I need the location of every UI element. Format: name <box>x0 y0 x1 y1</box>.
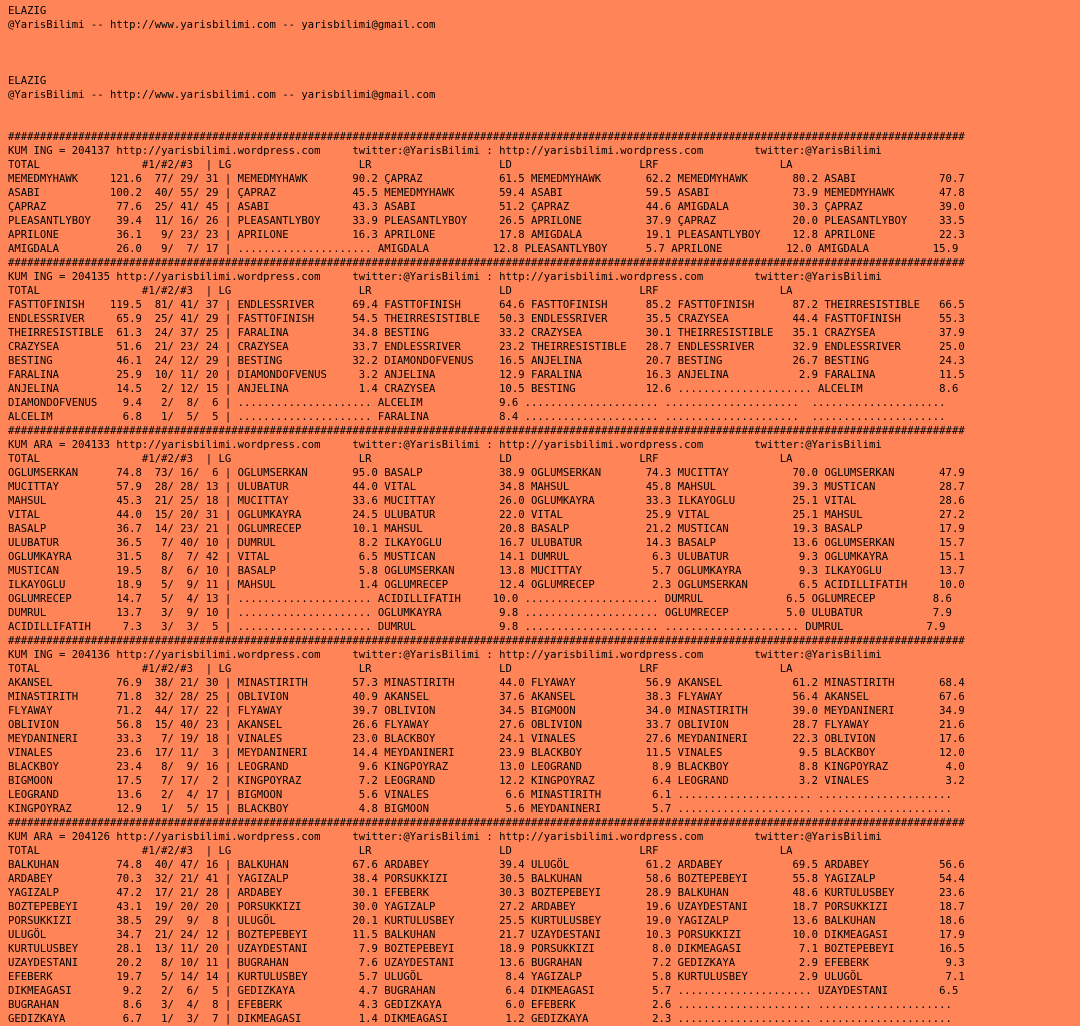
race-title: KUM ARA = 204133 http://yarisbilimi.wordpress.com twitter:@YarisBilimi : http://yarisbilimi.wordpress.com twitter:@YarisBilimi <box>8 439 882 451</box>
race-table-row: CRAZYSEA 51.6 21/ 23/ 24 | CRAZYSEA 33.7 ENDLESSRIVER 23.2 THEIRRESISTIBLE 28.7 ENDLESSRIVER 32.9 ENDLESSRIVER 25.0 <box>8 341 965 353</box>
race-table-row: DIAMONDOFVENUS 9.4 2/ 8/ 6 | ..................... ALCELIM 9.6 ..................... ..................... ..................... <box>8 397 946 409</box>
race-table-row: YAGIZALP 47.2 17/ 21/ 28 | ARDABEY 30.1 EFEBERK 30.3 BOZTEPEBEYI 28.9 BALKUHAN 48.6 KURTULUSBEY 23.6 <box>8 887 965 899</box>
race-table-row: MINASTIRITH 71.8 32/ 28/ 25 | OBLIVION 40.9 AKANSEL 37.6 AKANSEL 38.3 FLYAWAY 56.4 AKANSEL 67.6 <box>8 691 965 703</box>
race-table-row: GEDIZKAYA 6.7 1/ 3/ 7 | DIKMEAGASI 1.4 DIKMEAGASI 1.2 GEDIZKAYA 2.3 ..................... ..................... <box>8 1013 952 1025</box>
race-table-row: DIKMEAGASI 9.2 2/ 6/ 5 | GEDIZKAYA 4.7 BUGRAHAN 6.4 DIKMEAGASI 5.7 ..................... UZAYDESTANI 6.5 <box>8 985 959 997</box>
race-table-row: BLACKBOY 23.4 8/ 9/ 16 | LEOGRAND 9.6 KINGPOYRAZ 13.0 LEOGRAND 8.9 BLACKBOY 8.8 KINGPOYRAZ 4.0 <box>8 761 965 773</box>
race-table-row: VINALES 23.6 17/ 11/ 3 | MEYDANINERI 14.4 MEYDANINERI 23.9 BLACKBOY 11.5 VINALES 9.5 BLACKBOY 12.0 <box>8 747 965 759</box>
race-table-row: ALCELIM 6.8 1/ 5/ 5 | ..................... FARALINA 8.4 ..................... ..................... ..................... <box>8 411 946 423</box>
race-table-row: FLYAWAY 71.2 44/ 17/ 22 | FLYAWAY 39.7 OBLIVION 34.5 BIGMOON 34.0 MINASTIRITH 39.0 MEYDANINERI 34.9 <box>8 705 965 717</box>
race-table-row: VITAL 44.0 15/ 20/ 31 | OGLUMKAYRA 24.5 ULUBATUR 22.0 VITAL 25.9 VITAL 25.1 MAHSUL 27.2 <box>8 509 965 521</box>
race-table-row: BALKUHAN 74.8 40/ 47/ 16 | BALKUHAN 67.6 ARDABEY 39.4 ULUGÖL 61.2 ARDABEY 69.5 ARDABEY 56.6 <box>8 859 965 871</box>
race-table-row: EFEBERK 19.7 5/ 14/ 14 | KURTULUSBEY 5.7 ULUGÖL 8.4 YAGIZALP 5.8 KURTULUSBEY 2.9 ULUGÖL 7.1 <box>8 971 965 983</box>
race-table-row: BESTING 46.1 24/ 12/ 29 | BESTING 32.2 DIAMONDOFVENUS 16.5 ANJELINA 20.7 BESTING 26.7 BESTING 24.3 <box>8 355 965 367</box>
race-table-row: MUSTICAN 19.5 8/ 6/ 10 | BASALP 5.8 OGLUMSERKAN 13.8 MUCITTAY 5.7 OGLUMKAYRA 9.3 ILKAYOGLU 13.7 <box>8 565 965 577</box>
race-table-row: ARDABEY 70.3 32/ 21/ 41 | YAGIZALP 38.4 PORSUKKIZI 30.5 BALKUHAN 58.6 BOZTEPEBEYI 55.8 YAGIZALP 54.4 <box>8 873 965 885</box>
race-table-row: ILKAYOGLU 18.9 5/ 9/ 11 | MAHSUL 1.4 OGLUMRECEP 12.4 OGLUMRECEP 2.3 OGLUMSERKAN 6.5 ACIDILLIFATIH 10.0 <box>8 579 965 591</box>
race-table-row: KURTULUSBEY 28.1 13/ 11/ 20 | UZAYDESTANI 7.9 BOZTEPEBEYI 18.9 PORSUKKIZI 8.0 DIKMEAGASI 7.1 BOZTEPEBEYI 16.5 <box>8 943 965 955</box>
race-table-row: ANJELINA 14.5 2/ 12/ 15 | ANJELINA 1.4 CRAZYSEA 10.5 BESTING 12.6 ..................... ALCELIM 8.6 <box>8 383 959 395</box>
race-table-row: MEYDANINERI 33.3 7/ 19/ 18 | VINALES 23.0 BLACKBOY 24.1 VINALES 27.6 MEYDANINERI 22.3 OBLIVION 17.6 <box>8 733 965 745</box>
race-table-row: APRILONE 36.1 9/ 23/ 23 | APRILONE 16.3 APRILONE 17.8 AMIGDALA 19.1 PLEASANTLYBOY 12.8 APRILONE 22.3 <box>8 229 965 241</box>
race-table-row: BIGMOON 17.5 7/ 17/ 2 | KINGPOYRAZ 7.2 LEOGRAND 12.2 KINGPOYRAZ 6.4 LEOGRAND 3.2 VINALES 3.2 <box>8 775 965 787</box>
race-column-header: TOTAL #1/#2/#3 | LG LR LD LRF LA <box>8 285 793 297</box>
race-table-row: THEIRRESISTIBLE 61.3 24/ 37/ 25 | FARALINA 34.8 BESTING 33.2 CRAZYSEA 30.1 THEIRRESISTIBLE 35.1 CRAZYSEA 37.9 <box>8 327 965 339</box>
race-table-row: ULUBATUR 36.5 7/ 40/ 10 | DUMRUL 8.2 ILKAYOGLU 16.7 ULUBATUR 14.3 BASALP 13.6 OGLUMSERKAN 15.7 <box>8 537 965 549</box>
race-table-row: KINGPOYRAZ 12.9 1/ 5/ 15 | BLACKBOY 4.8 BIGMOON 5.6 MEYDANINERI 5.7 ..................... ..................... <box>8 803 952 815</box>
race-table-row: ASABI 100.2 40/ 55/ 29 | ÇAPRAZ 45.5 MEMEDMYHAWK 59.4 ASABI 59.5 ASABI 73.9 MEMEDMYHAWK 47.8 <box>8 187 965 199</box>
header-line: ELAZIG <box>8 75 47 87</box>
race-table-row: BUGRAHAN 8.6 3/ 4/ 8 | EFEBERK 4.3 GEDIZKAYA 6.0 EFEBERK 2.6 ..................... ..................... <box>8 999 952 1011</box>
race-table-row: PLEASANTLYBOY 39.4 11/ 16/ 26 | PLEASANTLYBOY 33.9 PLEASANTLYBOY 26.5 APRILONE 37.9 ÇAPRAZ 20.0 PLEASANTLYBOY 33.5 <box>8 215 965 227</box>
race-table-row: OGLUMKAYRA 31.5 8/ 7/ 42 | VITAL 6.5 MUSTICAN 14.1 DUMRUL 6.3 ULUBATUR 9.3 OGLUMKAYRA 15.1 <box>8 551 965 563</box>
separator-line: ###################################################################################################################################################### <box>8 257 965 269</box>
header-line <box>8 116 1080 130</box>
separator-line: ###################################################################################################################################################### <box>8 425 965 437</box>
header-line: ELAZIG <box>8 5 47 17</box>
race-column-header: TOTAL #1/#2/#3 | LG LR LD LRF LA <box>8 845 793 857</box>
race-table-row: FARALINA 25.9 10/ 11/ 20 | DIAMONDOFVENUS 3.2 ANJELINA 12.9 FARALINA 16.3 ANJELINA 2.9 FARALINA 11.5 <box>8 369 965 381</box>
race-table-row: OGLUMSERKAN 74.8 73/ 16/ 6 | OGLUMSERKAN 95.0 BASALP 38.9 OGLUMSERKAN 74.3 MUCITTAY 70.0 OGLUMSERKAN 47.9 <box>8 467 965 479</box>
race-title: KUM ING = 204135 http://yarisbilimi.wordpress.com twitter:@YarisBilimi : http://yarisbilimi.wordpress.com twitter:@YarisBilimi <box>8 271 882 283</box>
race-title: KUM ING = 204136 http://yarisbilimi.wordpress.com twitter:@YarisBilimi : http://yarisbilimi.wordpress.com twitter:@YarisBilimi <box>8 649 882 661</box>
header-line: @YarisBilimi -- http://www.yarisbilimi.com -- yarisbilimi@gmail.com <box>8 89 436 101</box>
header-line: @YarisBilimi -- http://www.yarisbilimi.com -- yarisbilimi@gmail.com <box>8 19 436 31</box>
separator-line: ###################################################################################################################################################### <box>8 131 965 143</box>
race-table-row: LEOGRAND 13.6 2/ 4/ 17 | BIGMOON 5.6 VINALES 6.6 MINASTIRITH 6.1 ..................... ..................... <box>8 789 952 801</box>
race-table-row: DUMRUL 13.7 3/ 9/ 10 | ..................... OGLUMKAYRA 9.8 ..................... OGLUMRECEP 5.0 ULUBATUR 7.9 <box>8 607 952 619</box>
race-table-row: FASTTOFINISH 119.5 81/ 41/ 37 | ENDLESSRIVER 69.4 FASTTOFINISH 64.6 FASTTOFINISH 85.2 FASTTOFINISH 87.2 THEIRRESISTIBLE 66.5 <box>8 299 965 311</box>
race-column-header: TOTAL #1/#2/#3 | LG LR LD LRF LA <box>8 453 793 465</box>
race-table-row: AMIGDALA 26.0 9/ 7/ 17 | ..................... AMIGDALA 12.8 PLEASANTLYBOY 5.7 APRILONE 12.0 AMIGDALA 15.9 <box>8 243 959 255</box>
race-table-row: AKANSEL 76.9 38/ 21/ 30 | MINASTIRITH 57.3 MINASTIRITH 44.0 FLYAWAY 56.9 AKANSEL 61.2 MINASTIRITH 68.4 <box>8 677 965 689</box>
race-table-row: ÇAPRAZ 77.6 25/ 41/ 45 | ASABI 43.3 ASABI 51.2 ÇAPRAZ 44.6 AMIGDALA 30.3 ÇAPRAZ 39.0 <box>8 201 965 213</box>
race-table-row: ENDLESSRIVER 65.9 25/ 41/ 29 | FASTTOFINISH 54.5 THEIRRESISTIBLE 50.3 ENDLESSRIVER 35.5 CRAZYSEA 44.4 FASTTOFINISH 55.3 <box>8 313 965 325</box>
race-table-row: BASALP 36.7 14/ 23/ 21 | OGLUMRECEP 10.1 MAHSUL 20.8 BASALP 21.2 MUSTICAN 19.3 BASALP 17.9 <box>8 523 965 535</box>
separator-line: ###################################################################################################################################################### <box>8 635 965 647</box>
separator-line: ###################################################################################################################################################### <box>8 817 965 829</box>
header-line <box>8 46 1080 60</box>
races-block <box>8 130 1080 1026</box>
header-line <box>8 102 1080 116</box>
header-line <box>8 60 1080 74</box>
race-table-row: MEMEDMYHAWK 121.6 77/ 29/ 31 | MEMEDMYHAWK 90.2 ÇAPRAZ 61.5 MEMEDMYHAWK 62.2 MEMEDMYHAWK 80.2 ASABI 70.7 <box>8 173 965 185</box>
race-table-row: MUCITTAY 57.9 28/ 28/ 13 | ULUBATUR 44.0 VITAL 34.8 MAHSUL 45.8 MAHSUL 39.3 MUSTICAN 28.7 <box>8 481 965 493</box>
race-table-row: ACIDILLIFATIH 7.3 3/ 3/ 5 | ..................... DUMRUL 9.8 ..................... ..................... DUMRUL 7.9 <box>8 621 946 633</box>
header-line <box>8 32 1080 46</box>
header-block <box>8 4 1080 130</box>
race-column-header: TOTAL #1/#2/#3 | LG LR LD LRF LA <box>8 159 793 171</box>
race-table-row: BOZTEPEBEYI 43.1 19/ 20/ 20 | PORSUKKIZI 30.0 YAGIZALP 27.2 ARDABEY 19.6 UZAYDESTANI 18.7 PORSUKKIZI 18.7 <box>8 901 965 913</box>
race-table-row: OBLIVION 56.8 15/ 40/ 23 | AKANSEL 26.6 FLYAWAY 27.6 OBLIVION 33.7 OBLIVION 28.7 FLYAWAY 21.6 <box>8 719 965 731</box>
race-title: KUM ING = 204137 http://yarisbilimi.wordpress.com twitter:@YarisBilimi : http://yarisbilimi.wordpress.com twitter:@YarisBilimi <box>8 145 882 157</box>
race-table-row: OGLUMRECEP 14.7 5/ 4/ 13 | ..................... ACIDILLIFATIH 10.0 ..................... DUMRUL 6.5 OGLUMRECEP 8.6 <box>8 593 952 605</box>
race-table-row: PORSUKKIZI 38.5 29/ 9/ 8 | ULUGÖL 20.1 KURTULUSBEY 25.5 KURTULUSBEY 19.0 YAGIZALP 13.6 BALKUHAN 18.6 <box>8 915 965 927</box>
race-table-row: UZAYDESTANI 20.2 8/ 10/ 11 | BUGRAHAN 7.6 UZAYDESTANI 13.6 BUGRAHAN 7.2 GEDIZKAYA 2.9 EFEBERK 9.3 <box>8 957 965 969</box>
race-table-row: MAHSUL 45.3 21/ 25/ 18 | MUCITTAY 33.6 MUCITTAY 26.0 OGLUMKAYRA 33.3 ILKAYOGLU 25.1 VITAL 28.6 <box>8 495 965 507</box>
race-column-header: TOTAL #1/#2/#3 | LG LR LD LRF LA <box>8 663 793 675</box>
race-table-row: ULUGÖL 34.7 21/ 24/ 12 | BOZTEPEBEYI 11.5 BALKUHAN 21.7 UZAYDESTANI 10.3 PORSUKKIZI 10.0 DIKMEAGASI 17.9 <box>8 929 965 941</box>
race-title: KUM ARA = 204126 http://yarisbilimi.wordpress.com twitter:@YarisBilimi : http://yarisbilimi.wordpress.com twitter:@YarisBilimi <box>8 831 882 843</box>
